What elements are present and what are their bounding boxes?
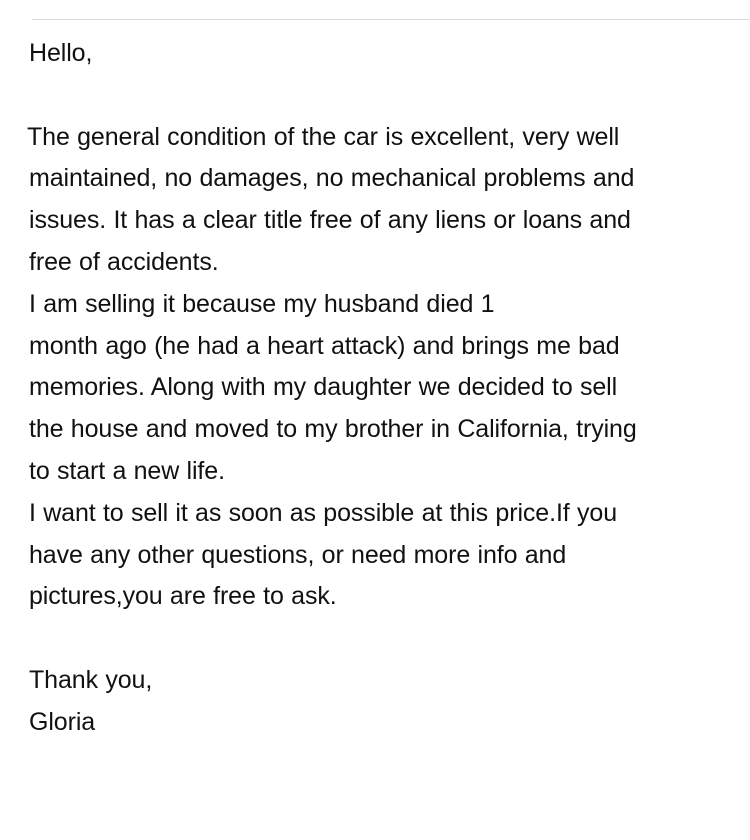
body-line: I want to sell it as soon as possible at this price.If you — [29, 498, 617, 527]
closing: Thank you, — [29, 665, 153, 694]
body-line: pictures,you are free to ask. — [29, 582, 337, 611]
body-line: I am selling it because my husband died 1 — [29, 289, 495, 318]
blank-line — [29, 618, 734, 660]
body-line: to start a new life. — [29, 456, 225, 485]
body-line: memories. Along with my daughter we decided to sell — [29, 373, 618, 402]
header-divider — [32, 19, 750, 20]
greeting: Hello, — [29, 39, 93, 67]
body-line: free of accidents. — [29, 247, 219, 276]
blank-line — [29, 75, 734, 117]
body-line: the house and moved to my brother in California, trying — [29, 415, 637, 444]
signature: Gloria — [29, 707, 96, 736]
body-line: issues. It has a clear title free of any liens or loans and — [29, 206, 631, 235]
body-line: The general condition of the car is excellent, very well — [27, 122, 620, 151]
email-body — [29, 33, 734, 744]
body-line: month ago (he had a heart attack) and brings me bad — [29, 331, 620, 360]
body-line: have any other questions, or need more info and — [29, 540, 567, 569]
body-line: maintained, no damages, no mechanical problems and — [29, 164, 635, 193]
